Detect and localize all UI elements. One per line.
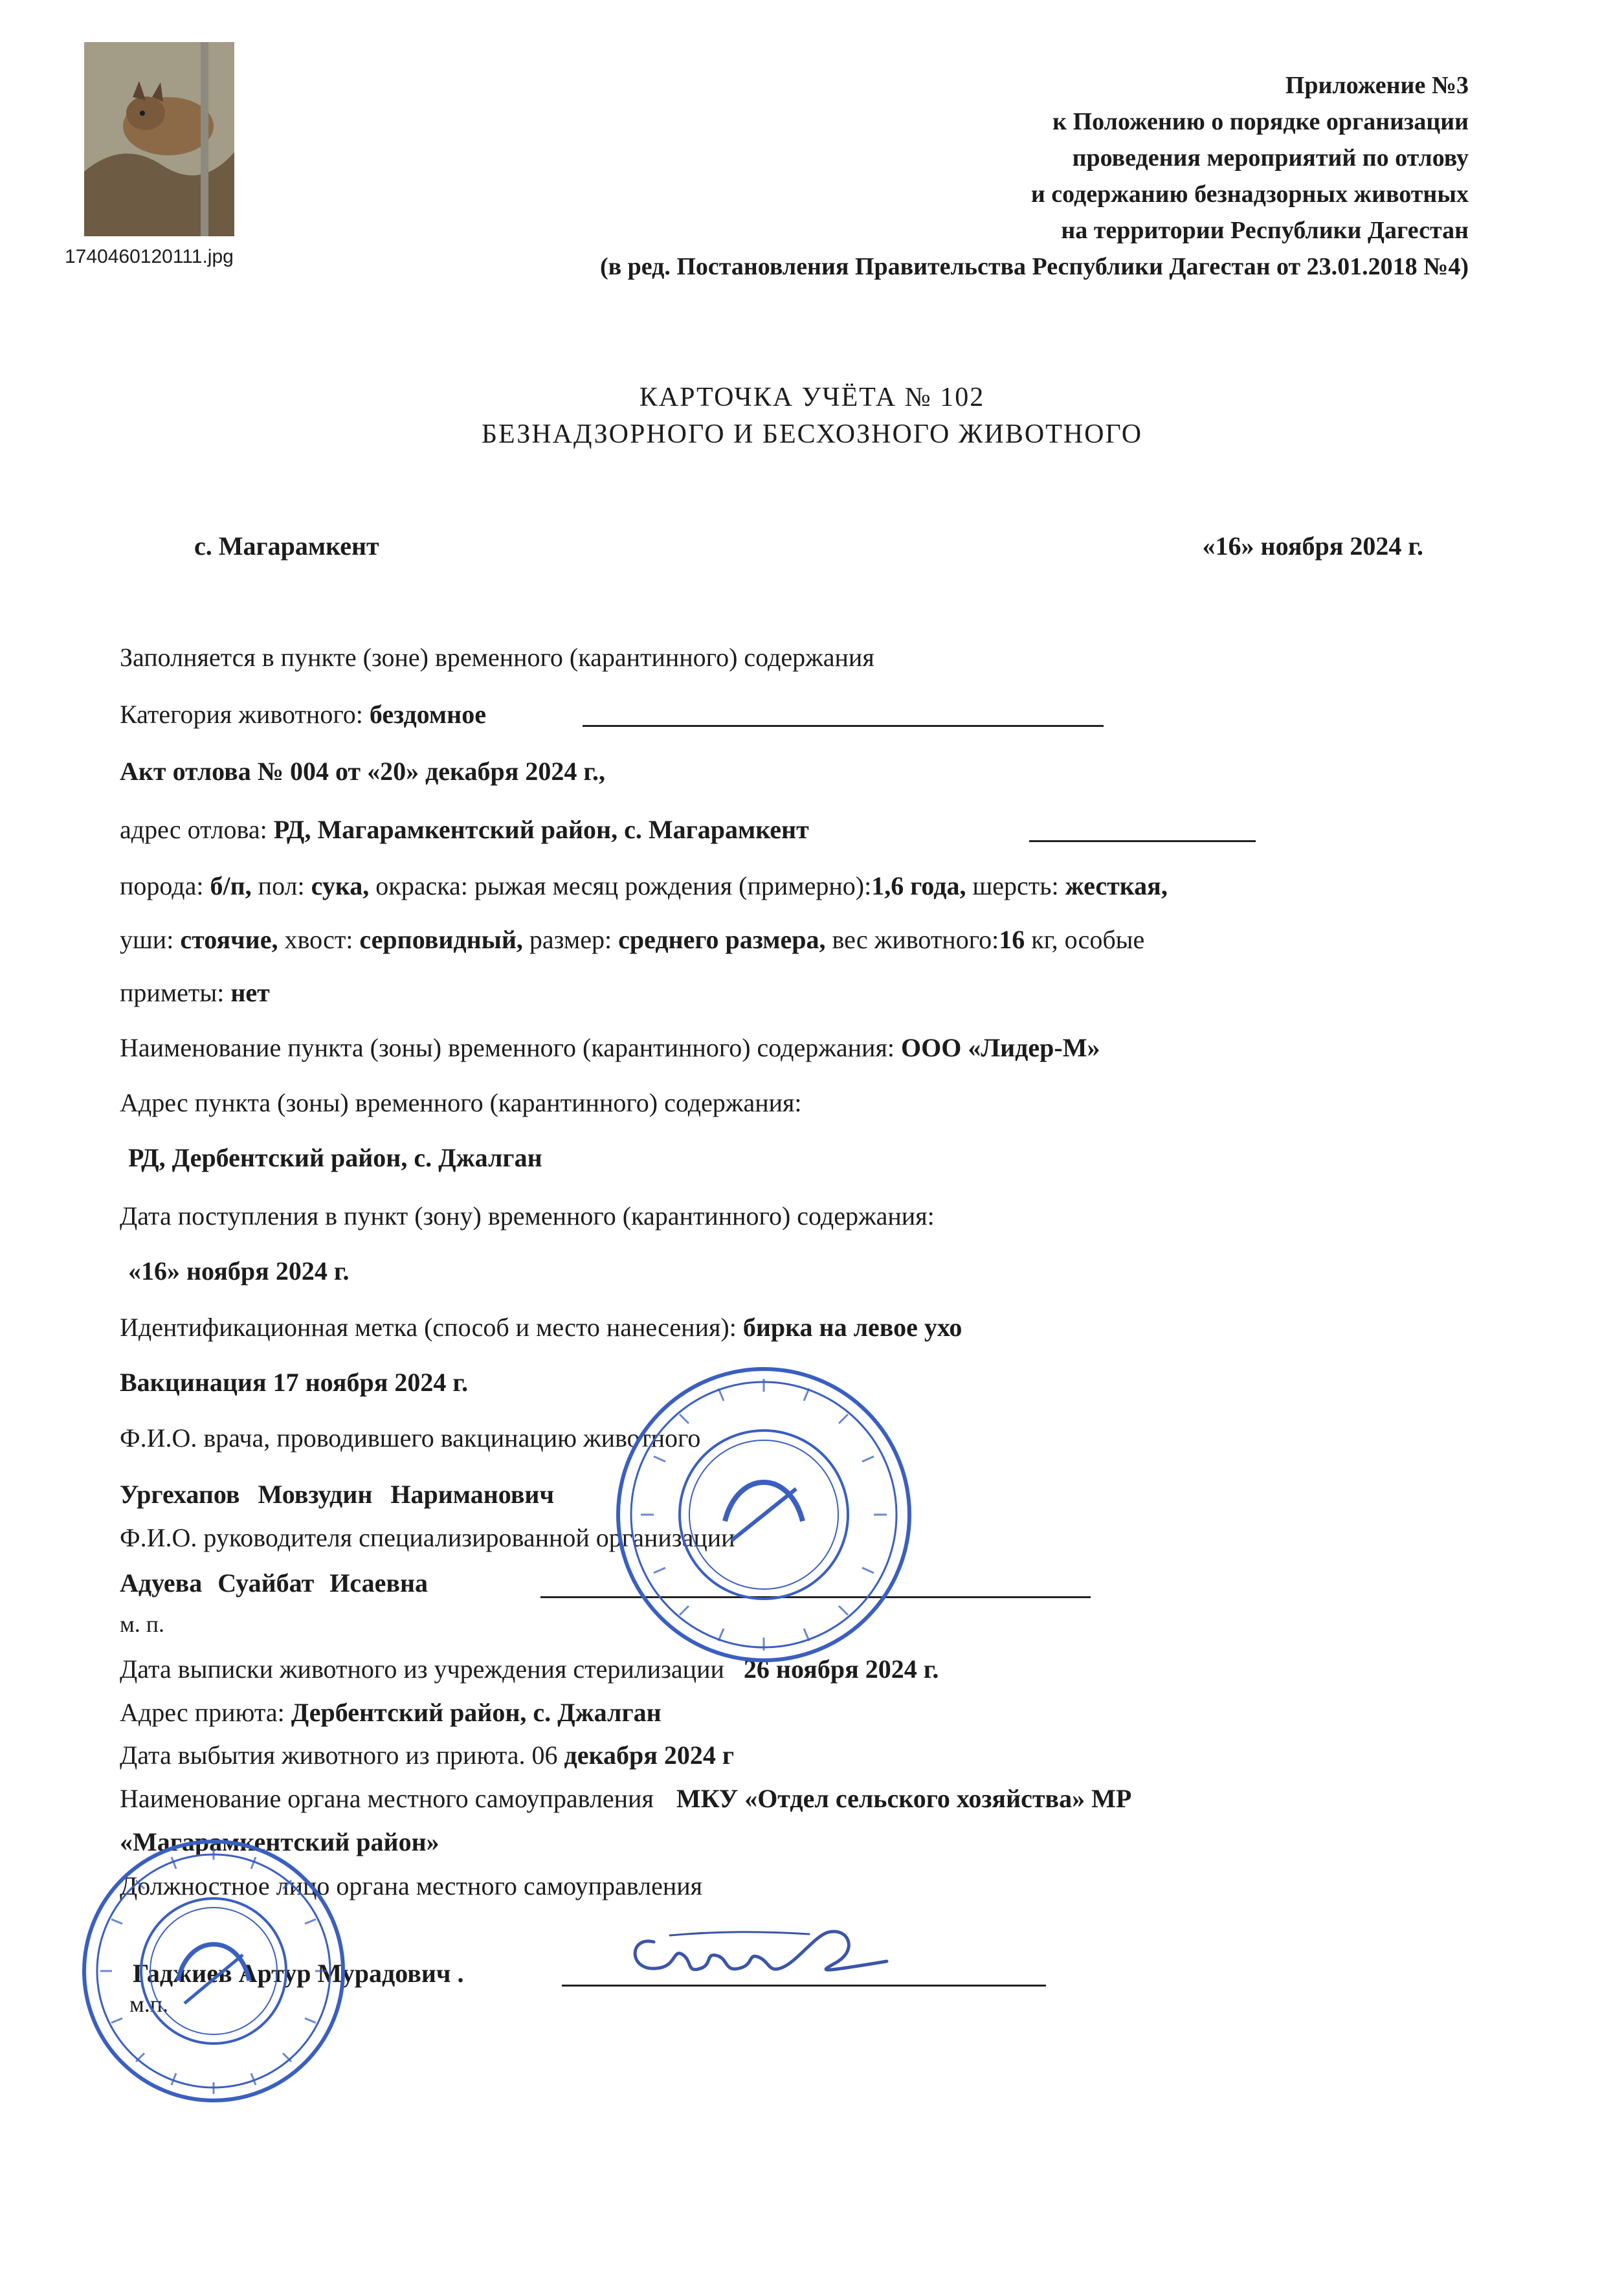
weight-unit: кг, особые — [1031, 925, 1145, 954]
category-row — [120, 699, 486, 729]
tail-label: хвост: — [284, 925, 353, 954]
departure-row — [120, 1740, 734, 1770]
local-gov-value-1: МКУ «Отдел сельского хозяйства» МР — [676, 1784, 1132, 1813]
departure-value: декабря 2024 г — [564, 1741, 735, 1770]
vet-label: Ф.И.О. врача, проводившего вакцинацию животного — [120, 1423, 701, 1453]
breed-value: б/п, — [210, 871, 252, 900]
tail-value: серповидный, — [359, 925, 523, 954]
date: «16» ноября 2024 г. — [1202, 531, 1423, 561]
official-label: Должностное лицо органа местного самоуправления — [120, 1871, 703, 1900]
mp-1: м. п. — [120, 1611, 165, 1637]
dog-photo-image — [84, 42, 234, 236]
description-row-2 — [120, 924, 1144, 955]
sex-label: пол: — [258, 871, 305, 900]
shelter-name-row — [120, 1032, 1100, 1063]
shelter-name-value: ООО «Лидер-М» — [900, 1033, 1100, 1062]
header-line-1: Приложение №3 — [1285, 72, 1469, 99]
header-line-6: (в ред. Постановления Правительства Республики Дагестан от 23.01.2018 №4) — [599, 253, 1469, 280]
departure-day: 06 — [531, 1741, 558, 1770]
shelter-address-value: РД, Дербентский район, с. Джалган — [128, 1143, 542, 1172]
category-underline — [583, 725, 1104, 727]
card-title: КАРТОЧКА УЧЁТА № 102 — [639, 383, 985, 412]
vaccination: Вакцинация 17 ноября 2024 г. — [120, 1368, 469, 1397]
fur-label: шерсть: — [972, 871, 1059, 900]
capture-address-row — [120, 814, 809, 845]
size-label: размер: — [529, 925, 612, 954]
category-label: Категория животного: — [120, 700, 363, 729]
photo-caption: 1740460120111.jpg — [65, 246, 234, 267]
local-gov-row — [120, 1783, 1131, 1814]
departure-label: Дата выбытия животного из приюта. — [120, 1741, 526, 1770]
capture-act: Акт отлова № 004 от «20» декабря 2024 г., — [120, 757, 606, 786]
id-mark-value: бирка на левое ухо — [742, 1313, 962, 1342]
breed-label: порода: — [120, 871, 204, 900]
description-row-1 — [120, 871, 1168, 901]
header-line-3: проведения мероприятий по отлову — [1072, 144, 1469, 172]
discharge-label: Дата выписки животного из учреждения стерилизации — [120, 1654, 724, 1684]
marks-row — [120, 977, 270, 1008]
organization-seal — [602, 1353, 926, 1676]
head-label: Ф.И.О. руководителя специализированной организации — [120, 1523, 735, 1552]
color-label: окраска: рыжая месяц рождения (примерно): — [375, 871, 872, 900]
header-line-2: к Положению о порядке организации — [1052, 108, 1469, 135]
capture-address-label: адрес отлова: — [120, 815, 267, 844]
animal-photo — [84, 42, 234, 236]
signature-mark — [615, 1897, 900, 1994]
marks-label: приметы: — [120, 978, 225, 1007]
head-value: Адуева Суайбат Исаевна — [120, 1568, 428, 1598]
shelter-addr2-label: Адрес приюта: — [120, 1698, 285, 1727]
sex-value: сука, — [311, 871, 370, 900]
discharge-value: 26 ноября 2024 г. — [743, 1654, 939, 1684]
weight-value: 16 — [999, 925, 1025, 954]
shelter-addr2-value: Дербентский район, с. Джалган — [291, 1698, 662, 1727]
shelter-address-label: Адрес пункта (зоны) временного (карантинного) содержания: — [120, 1088, 802, 1117]
arrival-label: Дата поступления в пункт (зону) временного (карантинного) содержания: — [120, 1201, 935, 1231]
municipal-seal — [71, 1829, 356, 2113]
header-line-5: на территории Республики Дагестан — [1061, 217, 1469, 244]
ears-label: уши: — [120, 925, 174, 954]
capture-address-value: РД, Магарамкентский район, с. Магарамкент — [273, 815, 809, 844]
shelter-name-label: Наименование пункта (зоны) временного (карантинного) содержания: — [120, 1033, 895, 1062]
shelter-addr2-row — [120, 1697, 662, 1728]
id-mark-label: Идентификационная метка (способ и место нанесения): — [120, 1313, 737, 1342]
local-gov-label: Наименование органа местного самоуправления — [120, 1784, 654, 1813]
category-value: бездомное — [369, 700, 486, 729]
marks-value: нет — [230, 978, 270, 1007]
capture-address-underline — [1029, 840, 1256, 842]
place: с. Магарамкент — [194, 531, 379, 561]
official-value: Гаджиев Артур Мурадович . — [133, 1959, 464, 1988]
age-value: 1,6 года, — [871, 871, 966, 900]
arrival-value: «16» ноября 2024 г. — [128, 1256, 350, 1286]
local-gov-value-2: «Магарамкентский район» — [120, 1827, 439, 1856]
fur-value: жесткая, — [1065, 871, 1168, 900]
mp-2: м.п. — [129, 1991, 169, 2017]
vet-value: Ургехапов Мовзудин Нариманович — [120, 1480, 555, 1509]
filled-in-note: Заполняется в пункте (зоне) временного (карантинного) содержания — [120, 643, 874, 672]
card-subtitle: БЕЗНАДЗОРНОГО И БЕСХОЗНОГО ЖИВОТНОГО — [481, 419, 1143, 449]
header-line-4: и содержанию безнадзорных животных — [1030, 181, 1469, 208]
weight-label: вес животного: — [832, 925, 999, 954]
size-value: среднего размера, — [618, 925, 826, 954]
id-mark-row — [120, 1312, 962, 1342]
ears-value: стоячие, — [180, 925, 278, 954]
